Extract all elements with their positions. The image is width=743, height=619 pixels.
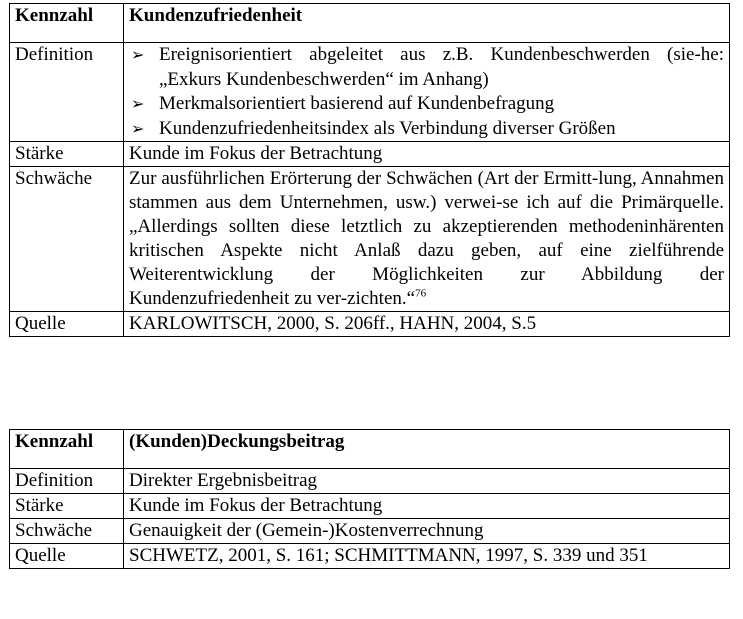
list-item	[129, 92, 724, 117]
list-item	[129, 117, 724, 142]
schwaeche-label: Schwäche	[10, 167, 124, 312]
kennzahl-table-kundenzufriedenheit	[9, 3, 730, 337]
arrow-right-icon: ➢	[131, 94, 145, 113]
staerke-label: Stärke	[10, 494, 124, 519]
definition-row	[10, 43, 730, 142]
quelle-cell: SCHWETZ, 2001, S. 161; SCHMITTMANN, 1997, S. 339 und 351	[124, 544, 730, 569]
definition-label: Definition	[10, 43, 124, 142]
definition-label: Definition	[10, 469, 124, 494]
schwaeche-cell	[124, 167, 730, 312]
quelle-row	[10, 544, 730, 569]
quelle-label: Quelle	[10, 312, 124, 337]
arrow-right-icon: ➢	[131, 45, 145, 64]
definition-cell: Direkter Ergebnisbeitrag	[124, 469, 730, 494]
schwaeche-row	[10, 167, 730, 312]
footnote-marker: 76	[415, 287, 427, 300]
list-item	[129, 43, 724, 92]
quelle-row	[10, 312, 730, 337]
header-value-cell: (Kunden)Deckungsbeitrag	[124, 430, 730, 469]
header-key-cell: Kennzahl	[10, 430, 124, 469]
table-header-row	[10, 4, 730, 43]
definition-cell	[124, 43, 730, 142]
schwaeche-text: Zur ausführlichen Erörterung der Schwächen (Art der Ermitt-lung, Annahmen stammen aus dem Unternehmen, usw.) verwei-se ich auf die Primärquelle. „Allerdings sollten diese letztlich zu akzeptierenden methodeninhärenten kritischen Aspekte nicht Anlaß dazu geben, auf eine zielführende Weiterentwicklung der Möglichkeiten zur Abbildung der Kundenzufriedenheit zu ver-zichten.“	[129, 168, 724, 309]
staerke-cell: Kunde im Fokus der Betrachtung	[124, 142, 730, 167]
staerke-label: Stärke	[10, 142, 124, 167]
schwaeche-cell: Genauigkeit der (Gemein-)Kostenverrechnung	[124, 519, 730, 544]
staerke-row	[10, 494, 730, 519]
staerke-row	[10, 142, 730, 167]
bullet-text: Merkmalsorientiert basierend auf Kundenbefragung	[159, 93, 555, 114]
table-header-row	[10, 430, 730, 469]
bullet-text: Ereignisorientiert abgeleitet aus z.B. Kundenbeschwerden (sie-he: „Exkurs Kundenbeschwerden“ im Anhang)	[159, 44, 724, 90]
staerke-cell: Kunde im Fokus der Betrachtung	[124, 494, 730, 519]
kennzahl-table-deckungsbeitrag	[9, 429, 730, 569]
arrow-right-icon: ➢	[131, 118, 145, 138]
definition-bullet-list	[129, 43, 724, 141]
schwaeche-row	[10, 519, 730, 544]
schwaeche-label: Schwäche	[10, 519, 124, 544]
definition-row	[10, 469, 730, 494]
bullet-text: Kundenzufriedenheitsindex als Verbindung diverser Größen	[159, 117, 616, 139]
quelle-label: Quelle	[10, 544, 124, 569]
quelle-cell: KARLOWITSCH, 2000, S. 206ff., HAHN, 2004, S.5	[124, 312, 730, 337]
header-value-cell: Kundenzufriedenheit	[124, 4, 730, 43]
header-key-cell: Kennzahl	[10, 4, 124, 43]
